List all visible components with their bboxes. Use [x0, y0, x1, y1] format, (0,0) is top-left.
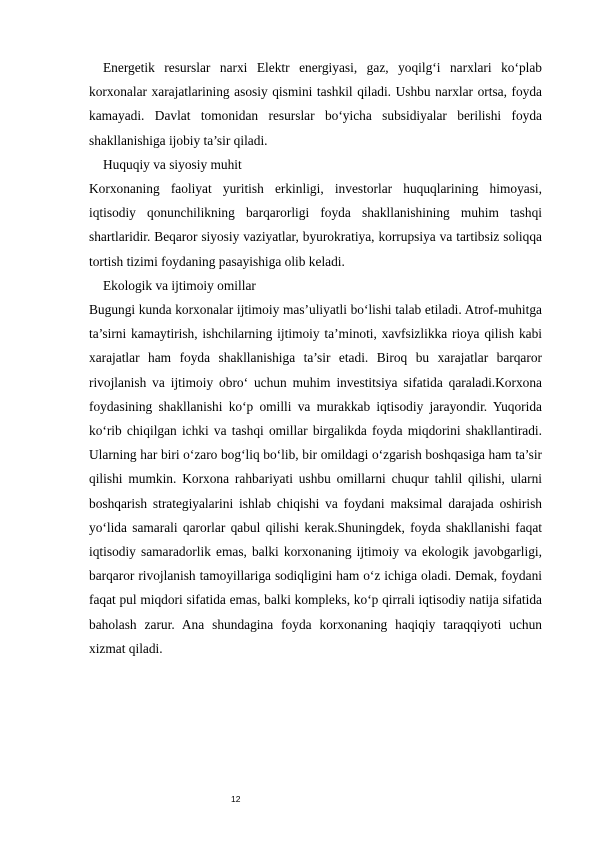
document-body: [89, 56, 542, 661]
heading-legal-political: Huquqiy va siyosiy muhit: [103, 156, 242, 172]
heading-ecological-social: Ekologik va ijtimoiy omillar: [103, 277, 256, 293]
paragraph-energy-prices: Energetik resurslar narxi Elektr energiyasi, gaz, yoqilg‘i narxlari ko‘plab korxonalar xarajatlarining asosiy qismini tashkil qiladi. Ushbu narxlar ortsa, foyda kamayadi. Davlat tomonidan resurslar bo‘yicha subsidiyalar berilishi foyda shakllanishiga ijobiy ta’sir qiladi.: [89, 60, 542, 148]
paragraph-legal-political: Korxonaning faoliyat yuritish erkinligi, investorlar huquqlarining himoyasi, iqtisodiy qonunchilikning barqarorligi foyda shakllanishining muhim tashqi shartlaridir. Beqaror siyosiy vaziyatlar, byurokratiya, korrupsiya va tartibsiz soliqqa tortish tizimi foydaning pasayishiga olib keladi.: [89, 181, 542, 269]
page-number: 12: [231, 794, 241, 804]
paragraph-ecological-social: Bugungi kunda korxonalar ijtimoiy mas’uliyatli bo‘lishi talab etiladi. Atrof-muhitga ta’sirni kamaytirish, ishchilarning ijtimoiy ta’minoti, xavfsizlikka rioya qilish kabi xarajatlar ham foyda shakllanishiga ta’sir etadi. Biroq bu xarajatlar barqaror rivojlanish va ijtimoiy obro‘ uchun muhim investitsiya sifatida qaraladi.Korxona foydasining shakllanishi ko‘p omilli va murakkab iqtisodiy jarayondir. Yuqorida ko‘rib chiqilgan ichki va tashqi omillar birgalikda foyda miqdorini shakllantiradi. Ularning har biri o‘zaro bog‘liq bo‘lib, bir omildagi o‘zgarish boshqasiga ham ta’sir qilishi mumkin. Korxona rahbariyati ushbu omillarni chuqur tahlil qilishi, ularni boshqarish strategiyalarini ishlab chiqishi va foydani maksimal darajada oshirish yo‘lida samarali qarorlar qabul qilishi kerak.Shuningdek, foyda shakllanishi faqat iqtisodiy samaradorlik emas, balki korxonaning ijtimoiy va ekologik javobgarligi, barqaror rivojlanish tamoyillariga sodiqligini ham o‘z ichiga oladi. Demak, foydani faqat pul miqdori sifatida emas, balki kompleks, ko‘p qirrali iqtisodiy natija sifatida baholash zarur. Ana shundagina foyda korxonaning haqiqiy taraqqiyoti uchun xizmat qiladi.: [89, 302, 542, 656]
